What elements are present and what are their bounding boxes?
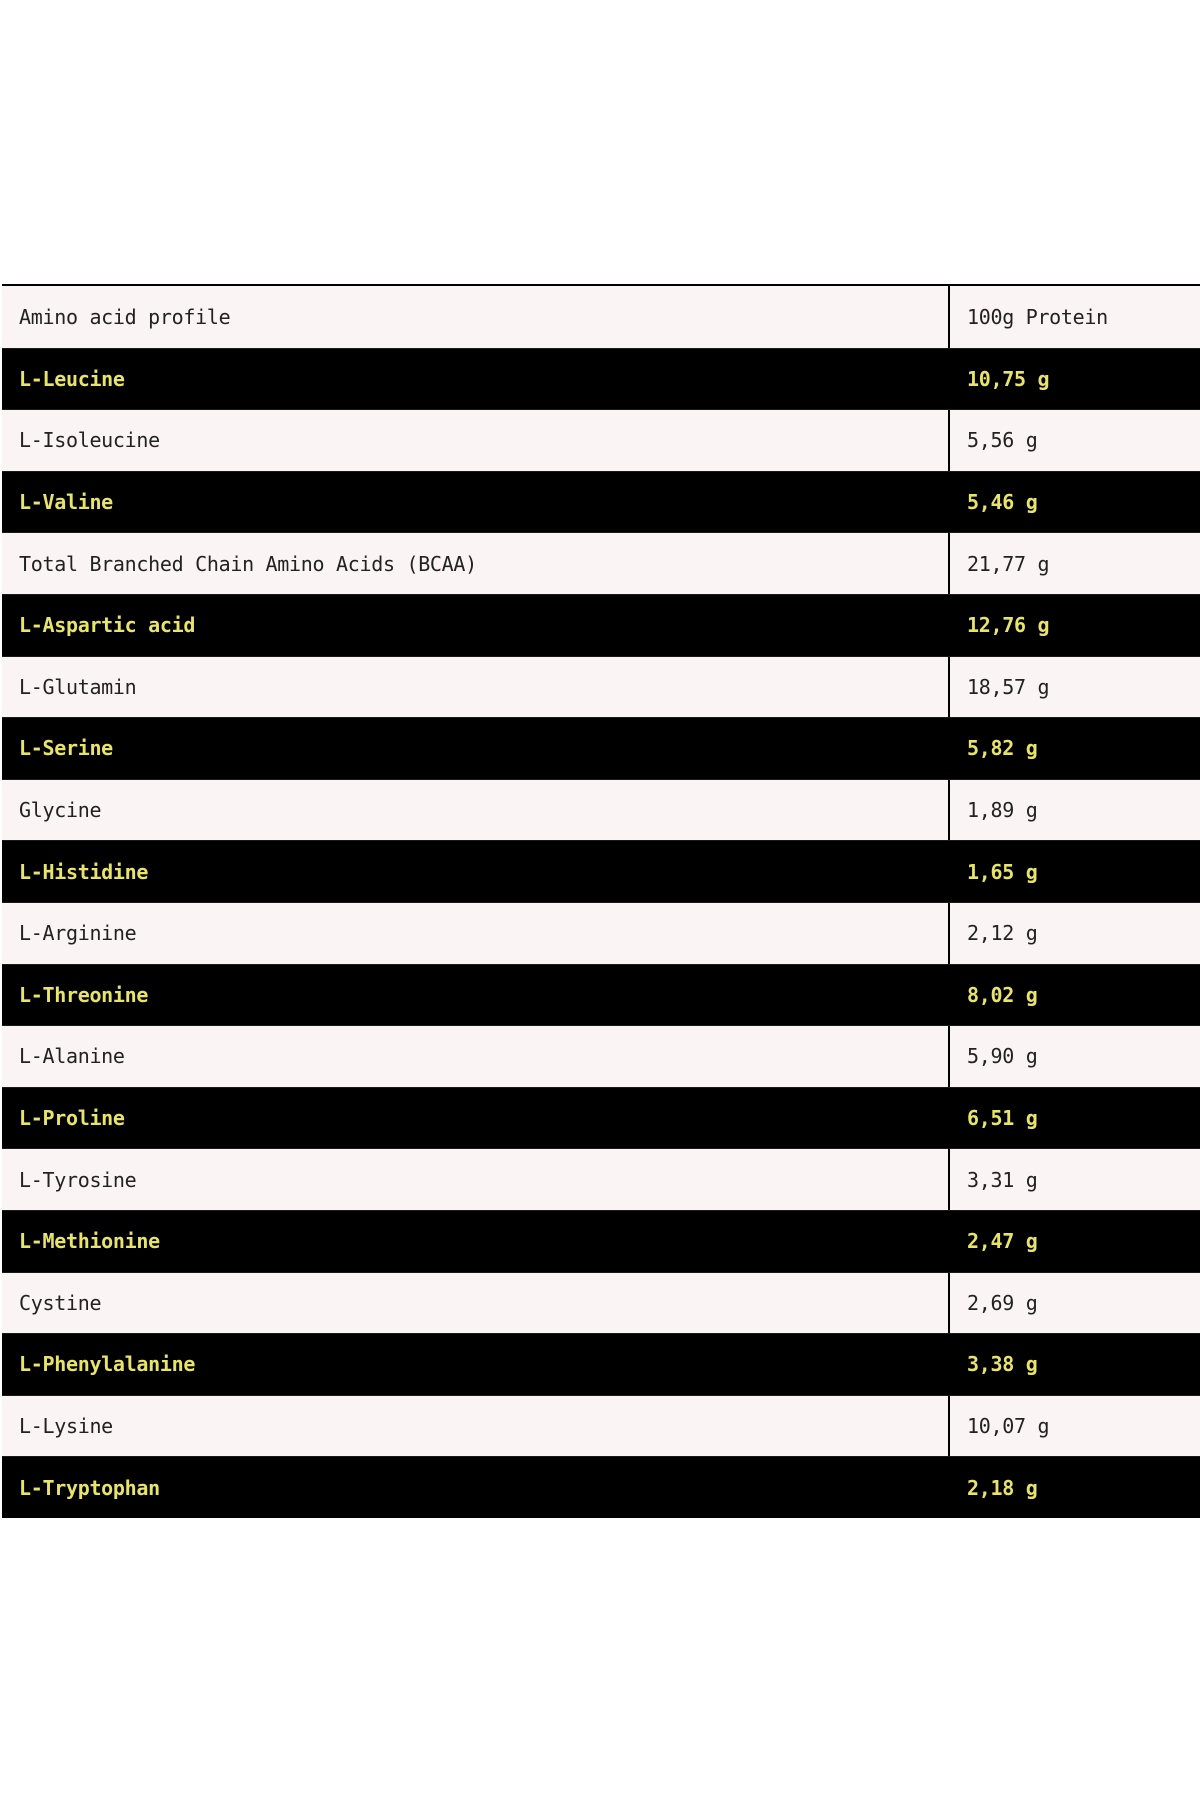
amino-acid-value: 10,07 g [948, 1396, 1200, 1457]
amino-acid-name: L-Lysine [19, 1413, 113, 1438]
table-row [2, 1087, 1200, 1149]
table-row [2, 348, 1200, 410]
amino-acid-name: L-Isoleucine [19, 428, 160, 453]
amino-acid-value: 2,47 g [948, 1211, 1200, 1272]
amino-acid-name: Total Branched Chain Amino Acids (BCAA) [19, 551, 477, 576]
table-row [2, 656, 1200, 718]
table-row [2, 1333, 1200, 1395]
amino-acid-value: 2,18 g [948, 1457, 1200, 1518]
table-row [2, 1272, 1200, 1334]
amino-acid-name: L-Valine [19, 490, 113, 515]
amino-acid-table [2, 284, 1200, 1518]
table-row [2, 532, 1200, 594]
amino-acid-value: 5,56 g [948, 410, 1200, 471]
amino-acid-name: L-Serine [19, 736, 113, 761]
amino-acid-value: 3,31 g [948, 1149, 1200, 1210]
table-row [2, 964, 1200, 1026]
table-row [2, 902, 1200, 964]
amino-acid-value: 3,38 g [948, 1334, 1200, 1395]
amino-acid-name: L-Leucine [19, 366, 125, 391]
amino-acid-value: 2,69 g [948, 1273, 1200, 1334]
amino-acid-name: L-Alanine [19, 1044, 125, 1069]
header-name-cell: Amino acid profile [19, 304, 231, 329]
amino-acid-name: Cystine [19, 1290, 102, 1315]
amino-acid-value: 12,76 g [948, 595, 1200, 656]
table-row [2, 840, 1200, 902]
amino-acid-value: 10,75 g [948, 349, 1200, 410]
amino-acid-value: 2,12 g [948, 903, 1200, 964]
amino-acid-value: 1,65 g [948, 841, 1200, 902]
amino-acid-name: Glycine [19, 798, 102, 823]
amino-acid-name: L-Aspartic acid [19, 613, 196, 638]
amino-acid-value: 5,82 g [948, 718, 1200, 779]
header-value-cell: 100g Protein [948, 286, 1200, 348]
table-row [2, 717, 1200, 779]
table-header-row [2, 286, 1200, 348]
table-row [2, 779, 1200, 841]
table-row [2, 1456, 1200, 1518]
table-row [2, 409, 1200, 471]
amino-acid-name: L-Arginine [19, 921, 137, 946]
amino-acid-value: 21,77 g [948, 533, 1200, 594]
table-row [2, 1025, 1200, 1087]
amino-acid-name: L-Threonine [19, 982, 149, 1007]
table-row [2, 594, 1200, 656]
amino-acid-name: L-Tyrosine [19, 1167, 137, 1192]
table-row [2, 471, 1200, 533]
amino-acid-value: 18,57 g [948, 657, 1200, 718]
amino-acid-name: L-Histidine [19, 859, 149, 884]
amino-acid-name: L-Glutamin [19, 674, 137, 699]
amino-acid-name: L-Proline [19, 1106, 125, 1131]
amino-acid-value: 5,90 g [948, 1026, 1200, 1087]
amino-acid-name: L-Phenylalanine [19, 1352, 196, 1377]
amino-acid-value: 5,46 g [948, 472, 1200, 533]
amino-acid-name: L-Methionine [19, 1229, 160, 1254]
table-row [2, 1148, 1200, 1210]
amino-acid-name: L-Tryptophan [19, 1475, 160, 1500]
amino-acid-value: 8,02 g [948, 965, 1200, 1026]
table-row [2, 1210, 1200, 1272]
table-row [2, 1395, 1200, 1457]
amino-acid-value: 6,51 g [948, 1088, 1200, 1149]
amino-acid-value: 1,89 g [948, 780, 1200, 841]
